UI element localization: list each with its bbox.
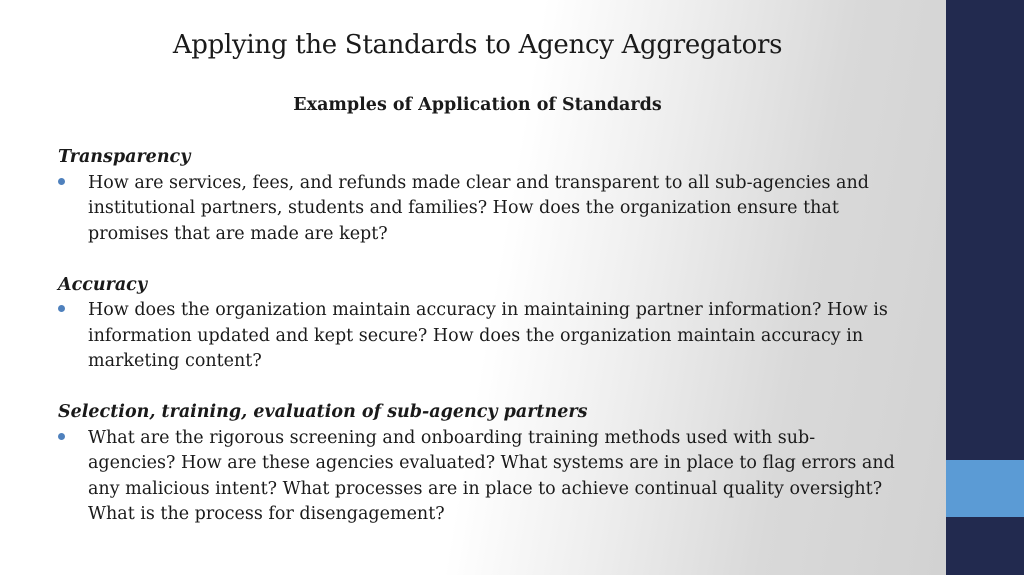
section-heading-accuracy: Accuracy	[58, 274, 147, 295]
bullet-text: How are services, fees, and refunds made clear and transparent to all sub-agencies and institutional partners, students and families? How does the organization ensure that promises that are made are kept?	[88, 172, 869, 244]
bullet-text: What are the rigorous screening and onboarding training methods used with sub-agencies? How are these agencies evaluated? What systems are in place to flag errors and any malicious intent? What processes are in place to achieve continual quality oversight? What is the process for disengagement?	[88, 427, 895, 524]
section-heading-selection: Selection, training, evaluation of sub-agency partners	[58, 402, 588, 422]
bullet-text: How does the organization maintain accuracy in maintaining partner information? How is information updated and kept secure? How does the organization maintain accuracy in marketing content?	[88, 300, 888, 371]
section-spacer	[58, 375, 898, 401]
bullet-item-transparency	[58, 171, 898, 248]
bullet-dot-icon	[58, 305, 65, 312]
slide-title: Applying the Standards to Agency Aggregators	[172, 30, 783, 60]
slide-content	[58, 145, 898, 528]
section-heading-transparency: Transparency	[58, 147, 191, 167]
slide-subtitle: Examples of Application of Standards	[293, 95, 662, 115]
bullet-dot-icon	[58, 433, 65, 440]
section-spacer	[58, 247, 898, 273]
bullet-item-selection	[58, 426, 898, 528]
sidebar-accent-block	[946, 460, 1024, 517]
bullet-item-accuracy	[58, 298, 898, 375]
bullet-dot-icon	[58, 178, 65, 185]
